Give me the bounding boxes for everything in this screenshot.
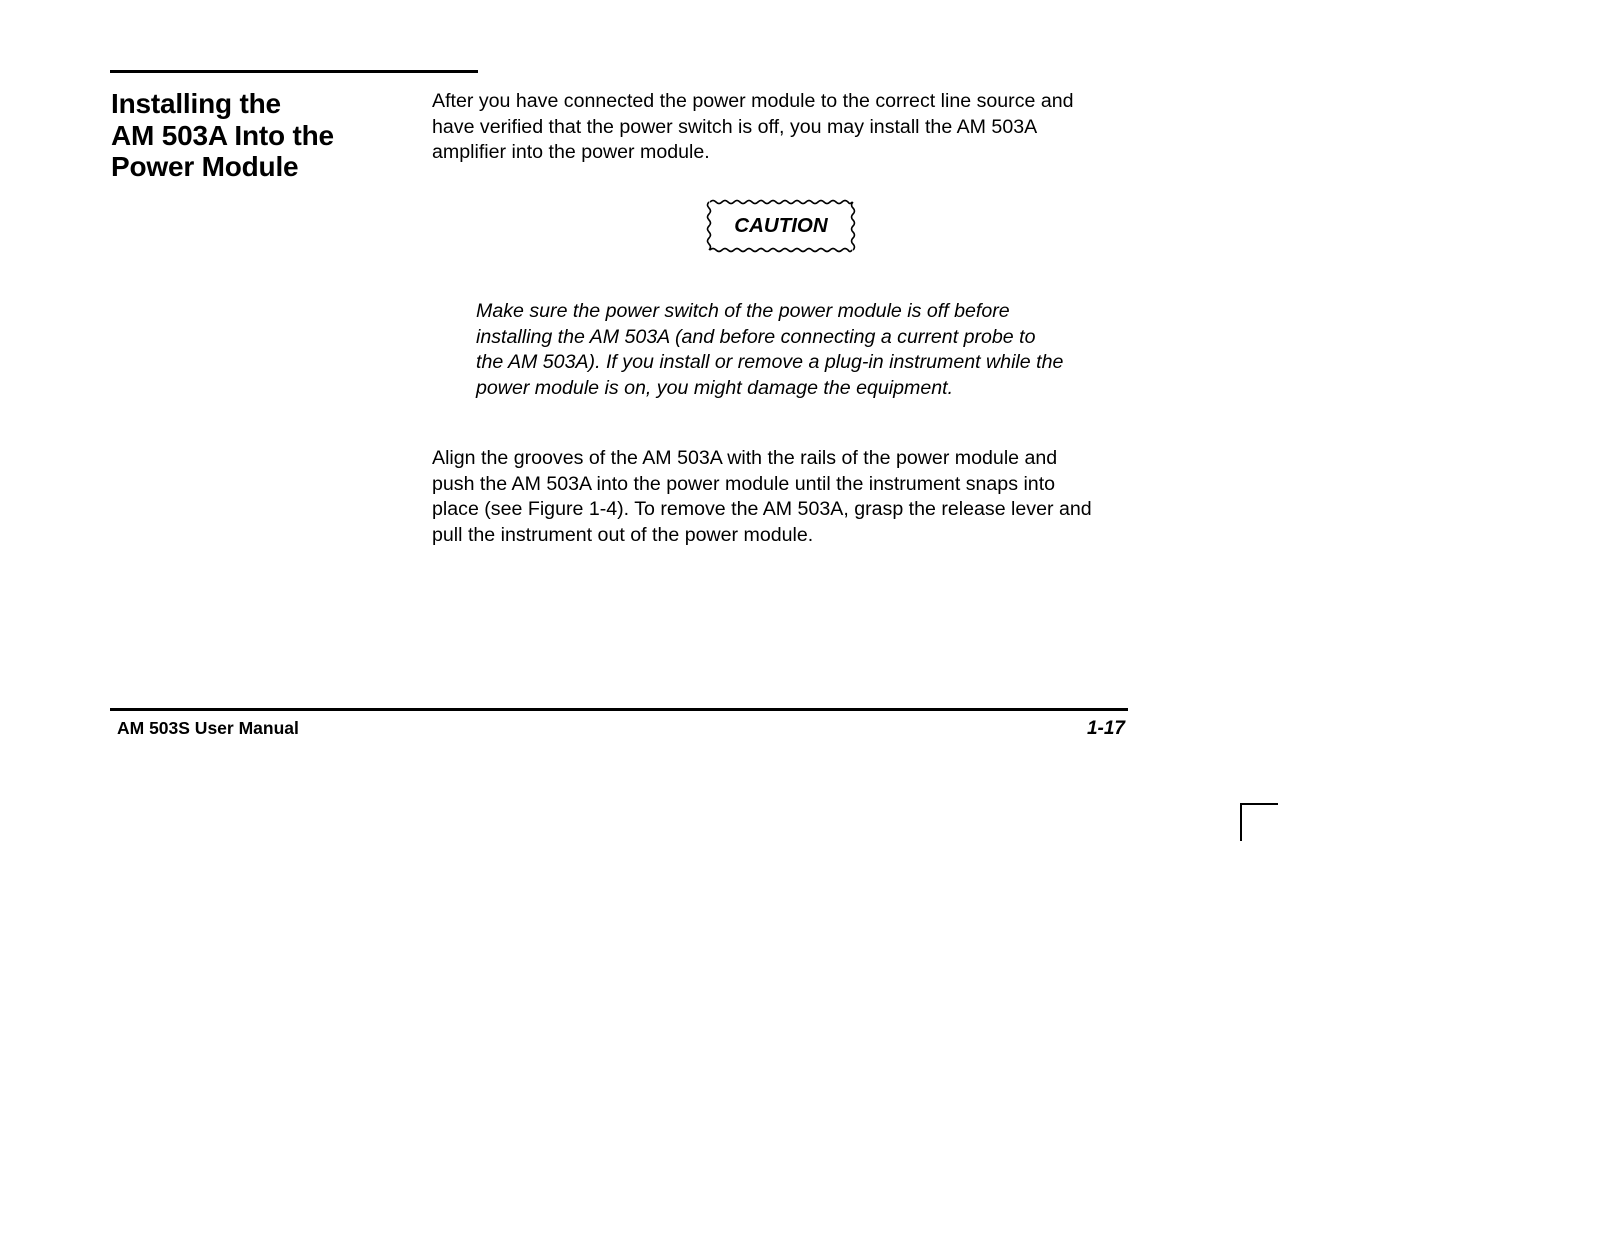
intro-paragraph — [432, 89, 1074, 166]
text-line: place (see Figure 1-4). To remove the AM 503A, grasp the release lever and — [432, 498, 1092, 520]
text-line: power module is on, you might damage the equipment. — [476, 376, 954, 399]
section-heading — [111, 88, 401, 183]
text-line: amplifier into the power module. — [432, 141, 710, 163]
crop-mark — [1240, 803, 1278, 841]
text-line: have verified that the power switch is off, you may install the AM 503A — [432, 115, 1038, 138]
text-line: installing the AM 503A (and before connecting a current probe to — [476, 325, 1036, 348]
text-line: push the AM 503A into the power module until the instrument snaps into — [432, 472, 1056, 495]
heading-line: Installing the — [111, 88, 281, 119]
text-line: Make sure the power switch of the power module is off before — [476, 300, 1010, 322]
text-line: pull the instrument out of the power module. — [432, 523, 814, 546]
heading-line: AM 503A Into the — [111, 119, 334, 151]
footer-rule — [110, 708, 1128, 711]
install-steps-paragraph — [432, 446, 1092, 548]
text-line: the AM 503A). If you install or remove a plug-in instrument while the — [476, 351, 1064, 373]
text-line: Align the grooves of the AM 503A with the rails of the power module and — [432, 447, 1058, 469]
caution-label: CAUTION — [734, 214, 828, 237]
caution-badge — [704, 198, 858, 254]
footer-manual-title: AM 503S User Manual — [117, 718, 299, 738]
text-line: After you have connected the power module to the correct line source and — [432, 90, 1074, 112]
heading-line: Power Module — [111, 151, 299, 182]
caution-text — [476, 299, 1063, 401]
footer-page-number: 1-17 — [1086, 718, 1125, 739]
top-rule — [110, 70, 478, 73]
